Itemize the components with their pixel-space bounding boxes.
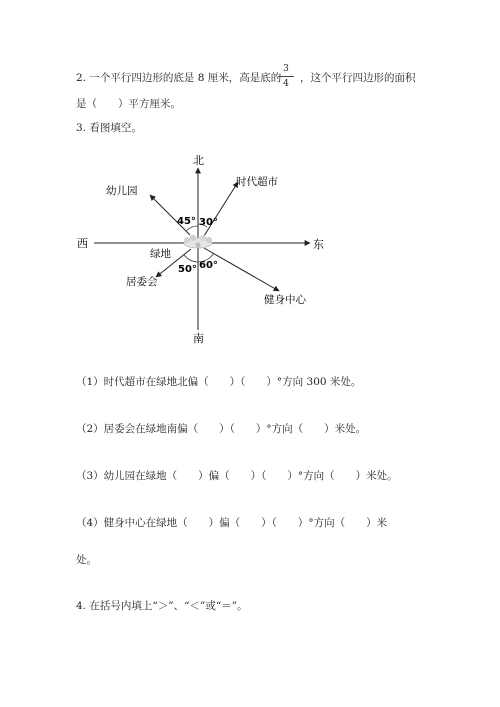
- q2-text-a: 2. 一个平行四边形的底是 8 厘米，高是底的: [76, 72, 282, 84]
- q2-fraction-numerator: 3: [283, 64, 289, 74]
- label-north: 北: [193, 154, 204, 167]
- q2-fraction-denominator: 4: [283, 79, 289, 89]
- q4-title: 4. 在括号内填上“＞”、“＜”或“＝”。: [76, 600, 248, 612]
- label-committee: 居委会: [126, 276, 158, 288]
- label-kindergarten: 幼儿园: [106, 185, 138, 197]
- angle-se: 60°: [199, 260, 218, 271]
- label-supermarket: 时代超市: [236, 176, 278, 188]
- q3-item-2: （2）居委会在绿地南偏（ ）（ ）°方向（ ）米处。: [76, 423, 367, 435]
- angle-sw: 50°: [178, 264, 197, 275]
- q3-item-4-continued: 处。: [76, 554, 97, 566]
- label-west: 西: [77, 237, 88, 250]
- q2-text-c: 是（ ）平方厘米。: [76, 98, 181, 110]
- label-center: 绿地: [150, 248, 171, 260]
- label-fitness: 健身中心: [264, 294, 306, 306]
- label-south: 南: [193, 332, 204, 345]
- q3-item-1: （1）时代超市在绿地北偏（ ）（ ）°方向 300 米处。: [76, 376, 362, 388]
- q3-item-4: （4）健身中心在绿地（ ）偏（ ）（ ）°方向（ ）米: [76, 517, 388, 529]
- angle-nw: 45°: [177, 216, 196, 227]
- arc-sw: [184, 255, 198, 262]
- q3-title: 3. 看图填空。: [76, 122, 142, 134]
- ray-kindergarten: [150, 195, 190, 235]
- q2-text-b: ，这个平行四边形的面积: [300, 72, 416, 84]
- q3-item-3: （3）幼儿园在绿地（ ）偏（ ）（ ）°方向（ ）米处。: [76, 470, 398, 482]
- label-east: 东: [313, 238, 324, 251]
- angle-ne: 30°: [199, 217, 218, 228]
